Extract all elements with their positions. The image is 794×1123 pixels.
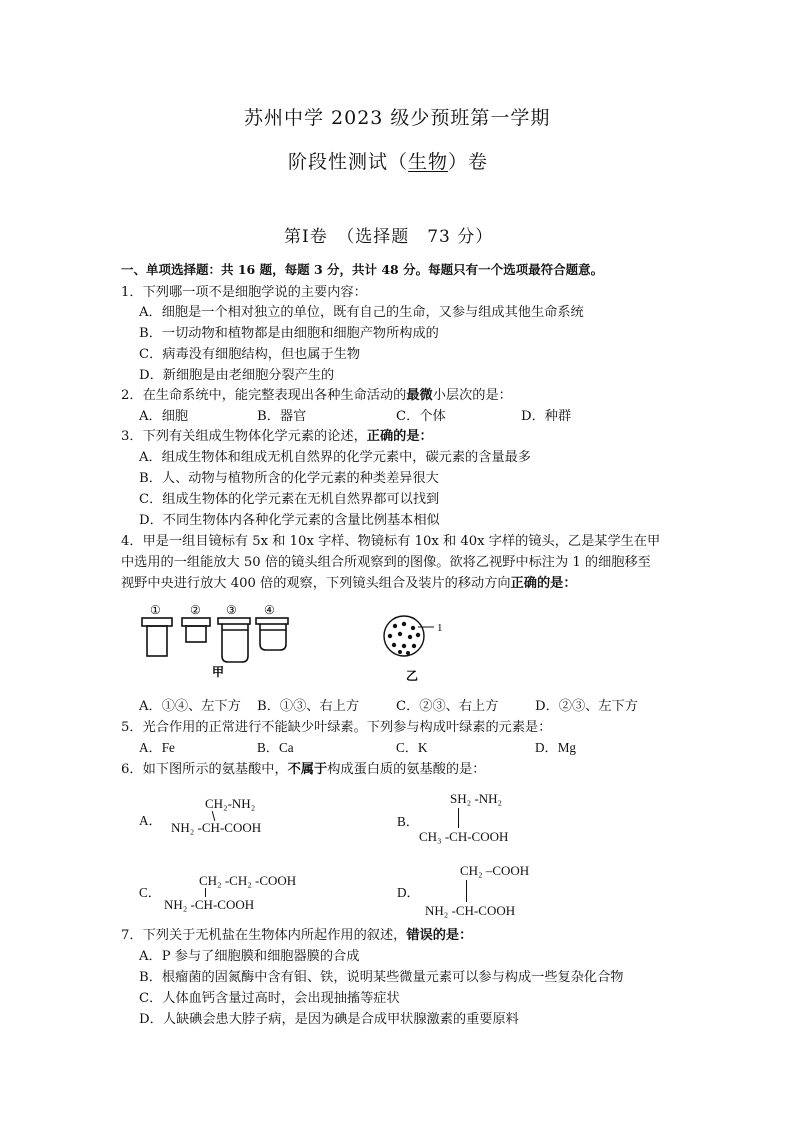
- microscope-field-of-view: [384, 616, 434, 656]
- q4-stem-bold: 正确的是：: [510, 576, 577, 591]
- lens-label-1: ①: [150, 603, 161, 617]
- q2-stem-post: 小层次的是：: [432, 388, 512, 403]
- q7-option-a: A．P 参与了细胞膜和细胞器膜的合成: [139, 949, 360, 964]
- lens-3-objective-long: [218, 618, 250, 662]
- question-4-stem-line2: 中选用的一组能放大 50 倍的镜头组合所观察到的图像。欲将乙视野中标注为 1 的细胞移至: [121, 555, 651, 570]
- microscope-lens-figure: [138, 600, 478, 690]
- question-6-stem: [121, 758, 485, 777]
- q5-option-a: A．Fe: [139, 740, 175, 755]
- amino-d-letter: D．: [397, 885, 420, 900]
- q2-option-a: A．细胞: [139, 409, 189, 424]
- q4-option-c: C．②③、右上方: [396, 699, 499, 714]
- part-title: 第Ⅰ卷 （选择题 73 分）: [284, 227, 494, 247]
- q3-option-a: A．组成生物体和组成无机自然界的化学元素中，碳元素的含量最多: [139, 450, 531, 465]
- q4-option-b: B．①③、右上方: [257, 699, 360, 714]
- q4-option-d: D．②③、左下方: [535, 699, 638, 714]
- q6-stem-pre: 6．如下图所示的氨基酸中，: [121, 762, 288, 777]
- amino-b-bottom: CH₃ -CH-COOH: [419, 829, 509, 844]
- q2-option-c: C．个体: [396, 409, 446, 424]
- q5-option-b: B．Ca: [257, 740, 294, 755]
- q6-stem-post: 构成蛋白质的氨基酸的是：: [327, 762, 486, 777]
- q5-option-d: D．Mg: [535, 740, 577, 755]
- q1-option-a: A．细胞是一个相对独立的单位，既有自己的生命，又参与组成其他生命系统: [139, 305, 584, 320]
- exam-title-line1: 苏州中学 2023 级少预班第一学期: [244, 107, 551, 129]
- exam-title-line2: [288, 147, 488, 174]
- question-4-stem-line1: 4．甲是一组目镜标有 5x 和 10x 字样、物镜标有 10x 和 40x 字样的镜头，乙是某学生在甲: [121, 534, 661, 549]
- lens-label-3: ③: [226, 603, 237, 617]
- amino-a-bottom: NH₂ -CH-COOH: [171, 820, 262, 835]
- lens-1-eyepiece-long: [142, 618, 172, 656]
- amino-b-top: SH₂ -NH₂: [450, 791, 503, 806]
- q2-option-b: B．器官: [257, 409, 307, 424]
- section-heading: 一、单项选择题：共 16 题，每题 3 分，共计 48 分。每题只有一个选项最符合题意。: [121, 262, 604, 277]
- q1-option-d: D．新细胞是由老细胞分裂产生的: [139, 368, 335, 383]
- q2-option-d: D．种群: [521, 409, 572, 424]
- lens-2-eyepiece-short: [182, 618, 210, 642]
- lens-4-objective-short: [256, 618, 288, 650]
- amino-d-bottom: NH₂ -CH-COOH: [425, 903, 516, 918]
- q4-option-a: A．①④、左下方: [139, 699, 241, 714]
- amino-c-bond: [205, 888, 206, 897]
- amino-a-letter: A．: [139, 813, 162, 828]
- question-7-stem: [121, 924, 472, 943]
- amino-a-top: CH₂-NH₂: [205, 796, 256, 811]
- q3-stem-pre: 3．下列有关组成生物体化学元素的论述，: [121, 429, 367, 444]
- title-line2-prefix: 阶段性测试（: [288, 151, 409, 173]
- q3-stem-bold: 正确的是：: [366, 429, 433, 444]
- q3-option-c: C．组成生物体的化学元素在无机自然界都可以找到: [139, 492, 440, 507]
- q3-option-d: D．不同生物体内各种化学元素的含量比例基本相似: [139, 513, 440, 528]
- figure-label-yi: 乙: [406, 669, 419, 683]
- amino-b-bond: [458, 808, 459, 828]
- q7-stem-bold: 错误的是：: [406, 928, 473, 943]
- question-1-stem: 1．下列哪一项不是细胞学说的主要内容：: [121, 285, 367, 300]
- amino-d-bond: [466, 880, 467, 902]
- question-4-stem-line3: [121, 572, 577, 591]
- q1-option-b: B．一切动物和植物都是由细胞和细胞产物所构成的: [139, 326, 439, 341]
- q7-option-b: B．根瘤菌的固氮酶中含有钼、铁，说明某些微量元素可以参与构成一些复杂化合物: [139, 970, 624, 985]
- q1-option-c: C．病毒没有细胞结构，但也属于生物: [139, 347, 361, 362]
- amino-d-top: CH₂ –COOH: [460, 863, 530, 878]
- q7-option-d: D．人缺碘会患大脖子病，是因为碘是合成甲状腺激素的重要原料: [139, 1012, 519, 1027]
- figure-label-jia: 甲: [212, 665, 225, 679]
- q7-option-c: C．人体血钙含量过高时，会出现抽搐等症状: [139, 991, 400, 1006]
- amino-c-letter: C．: [139, 885, 161, 900]
- q5-option-c: C．K: [396, 740, 428, 755]
- q7-stem-pre: 7．下列关于无机盐在生物体内所起作用的叙述，: [121, 928, 407, 943]
- title-line2-suffix: ）卷: [448, 151, 489, 173]
- cell-label-1: 1: [437, 622, 443, 634]
- q3-option-b: B．人、动物与植物所含的化学元素的种类差异很大: [139, 471, 439, 486]
- question-2-stem: [121, 384, 512, 403]
- lens-label-2: ②: [190, 603, 201, 617]
- amino-b-letter: B．: [397, 814, 419, 829]
- question-5-stem: 5．光合作用的正常进行不能缺少叶绿素。下列参与构成叶绿素的元素是：: [121, 720, 552, 735]
- amino-c-bottom: NH₂ -CH-COOH: [164, 897, 255, 912]
- q2-stem-bold: 最微: [406, 388, 433, 403]
- lens-label-4: ④: [264, 603, 275, 617]
- question-3-stem: [121, 425, 433, 444]
- amino-c-top: CH₂ -CH₂ -COOH: [199, 873, 297, 888]
- q2-stem-pre: 2．在生命系统中，能完整表现出各种生命活动的: [121, 388, 407, 403]
- q6-stem-bold: 不属于: [287, 762, 328, 777]
- title-subject: 生物: [408, 151, 449, 173]
- q4-stem-pre: 视野中央进行放大 400 倍的观察，下列镜头组合及装片的移动方向: [121, 576, 511, 591]
